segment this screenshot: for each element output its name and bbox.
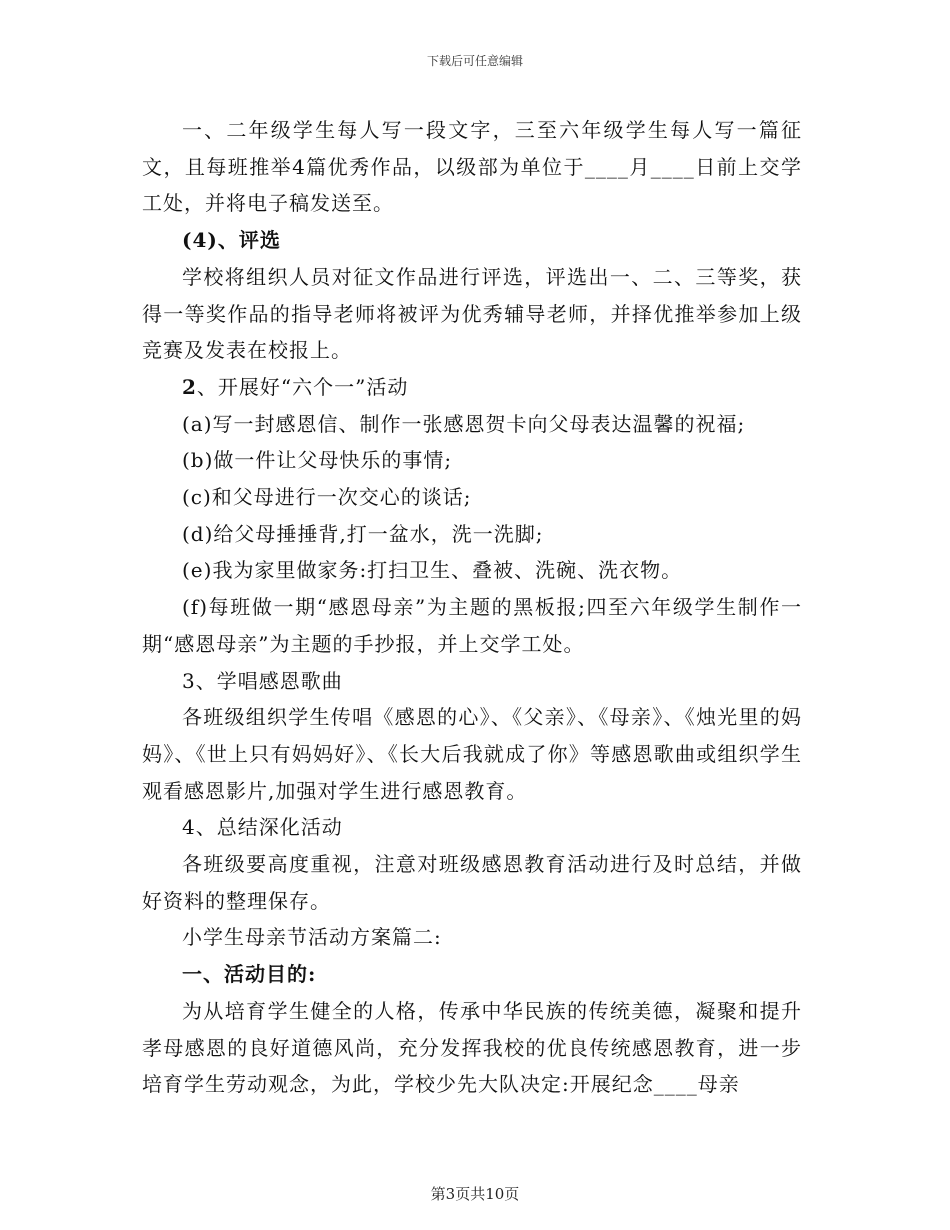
paragraph-songs: 各班级组织学生传唱《感恩的心》、《父亲》、《母亲》、《烛光里的妈妈》、《世上只有妈妈好》、《长大后我就成了你》等感恩歌曲或组织学生观看感恩影片,加强对学生进行感恩教育。 <box>142 705 802 803</box>
heading-summary: 4、总结深化活动 <box>182 815 343 840</box>
heading-review: (4)、评选 <box>182 228 281 253</box>
plan-two-title: 小学生母亲节活动方案篇二: <box>182 925 442 950</box>
paragraph-summary: 各班级要高度重视，注意对班级感恩教育活动进行及时总结，并做好资料的整理保存。 <box>142 852 802 913</box>
list-item-b: (b)做一件让父母快乐的事情; <box>182 448 453 473</box>
heading-six-text: 、开展好“六个一”活动 <box>196 374 409 399</box>
list-item-a: (a)写一封感恩信、制作一张感恩贺卡向父母表达温馨的祝福; <box>182 411 746 436</box>
document-body <box>142 112 802 1103</box>
heading-six-activities <box>142 369 802 406</box>
list-item-f: (f)每班做一期“感恩母亲”为主题的黑板报;四至六年级学生制作一期“感恩母亲”为主题的手抄报，并上交学工处。 <box>142 595 802 656</box>
heading-purpose: 一、活动目的: <box>182 962 317 987</box>
list-item-c: (c)和父母进行一次交心的谈话; <box>182 485 472 510</box>
paragraph-submission: 一、二年级学生每人写一段文字，三至六年级学生每人写一篇征文，且每班推举4篇优秀作品，以级部为单位于____月____日前上交学工处，并将电子稿发送至。 <box>142 118 802 216</box>
heading-six-number: 2 <box>182 374 197 399</box>
paragraph-purpose: 为从培育学生健全的人格，传承中华民族的传统美德，凝聚和提升孝母感恩的良好道德风尚，充分发挥我校的优良传统感恩教育，进一步培育学生劳动观念，为此，学校少先大队决定:开展纪念____母亲 <box>142 998 802 1097</box>
heading-songs: 3、学唱感恩歌曲 <box>182 668 343 693</box>
page-header: 下载后可任意编辑 <box>426 54 523 68</box>
paragraph-review: 学校将组织人员对征文作品进行评选，评选出一、二、三等奖，获得一等奖作品的指导老师将被评为优秀辅导老师，并择优推举参加上级竞赛及发表在校报上。 <box>142 264 802 363</box>
list-item-d: (d)给父母捶捶背,打一盆水，洗一洗脚; <box>182 521 544 546</box>
page-footer: 第3页共10页 <box>430 1185 520 1203</box>
list-item-e: (e)我为家里做家务:打扫卫生、叠被、洗碗、洗衣物。 <box>182 558 683 583</box>
